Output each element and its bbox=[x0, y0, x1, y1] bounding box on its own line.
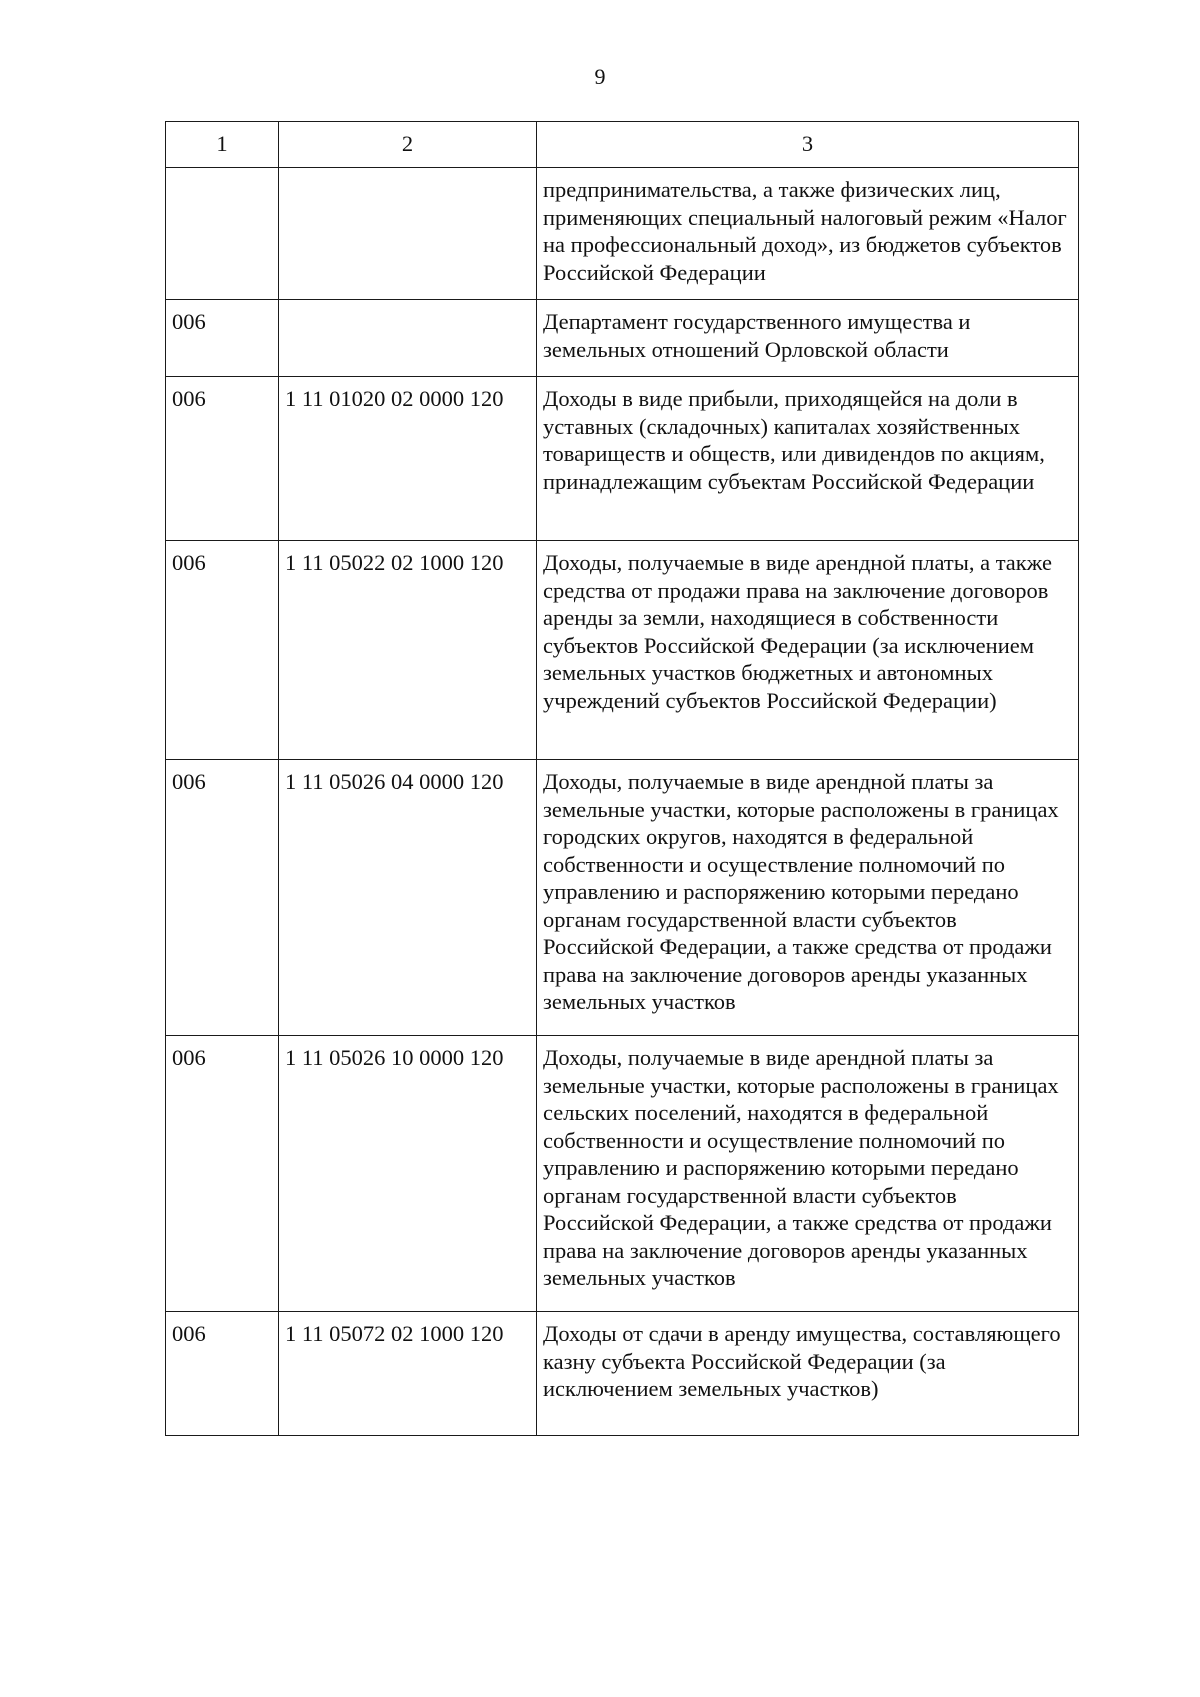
description-cell: Доходы, получаемые в виде арендной платы за земельные участки, которые расположены в границах сельских поселений, находятся в федеральной собственности и осуществление полномочий по управлению и распоряжению которыми передано органам государственной власти субъектов Российской Федерации, а также средства от продажи права на заключение договоров аренды указанных земельных участков bbox=[537, 1036, 1079, 1312]
admin-code-cell: 006 bbox=[166, 760, 279, 1036]
description-cell: Доходы, получаемые в виде арендной платы, а также средства от продажи права на заключение договоров аренды за земли, находящиеся в собственности субъектов Российской Федерации (за исключением земельных участков бюджетных и автономных учреждений субъектов Российской Федерации) bbox=[537, 541, 1079, 760]
revenue-code-cell: 1 11 01020 02 0000 120 bbox=[279, 377, 537, 541]
admin-code-cell: 006 bbox=[166, 300, 279, 377]
revenue-code-cell: 1 11 05022 02 1000 120 bbox=[279, 541, 537, 760]
revenue-codes-table bbox=[165, 121, 1079, 1436]
page-number: 9 bbox=[594, 64, 606, 89]
description-cell: Доходы в виде прибыли, приходящейся на доли в уставных (складочных) капиталах хозяйственных товариществ и обществ, или дивидендов по акциям, принадлежащим субъектам Российской Федерации bbox=[537, 377, 1079, 541]
table-row bbox=[166, 377, 1079, 541]
table-row bbox=[166, 1036, 1079, 1312]
table-header-row bbox=[166, 122, 1079, 168]
revenue-code-cell: 1 11 05026 10 0000 120 bbox=[279, 1036, 537, 1312]
description-cell: Доходы, получаемые в виде арендной платы за земельные участки, которые расположены в границах городских округов, находятся в федеральной собственности и осуществление полномочий по управлению и распоряжению которыми передано органам государственной власти субъектов Российской Федерации, а также средства от продажи права на заключение договоров аренды указанных земельных участков bbox=[537, 760, 1079, 1036]
header-col-1: 1 bbox=[166, 122, 279, 168]
admin-code-cell: 006 bbox=[166, 377, 279, 541]
table-row bbox=[166, 760, 1079, 1036]
revenue-code-cell: 1 11 05026 04 0000 120 bbox=[279, 760, 537, 1036]
header-col-2: 2 bbox=[279, 122, 537, 168]
description-cell: Департамент государственного имущества и земельных отношений Орловской области bbox=[537, 300, 1079, 377]
admin-code-cell: 006 bbox=[166, 541, 279, 760]
admin-code-cell bbox=[166, 168, 279, 300]
header-col-3: 3 bbox=[537, 122, 1079, 168]
table-row bbox=[166, 541, 1079, 760]
revenue-code-cell: 1 11 05072 02 1000 120 bbox=[279, 1312, 537, 1436]
table-row bbox=[166, 168, 1079, 300]
table-row bbox=[166, 1312, 1079, 1436]
admin-code-cell: 006 bbox=[166, 1312, 279, 1436]
admin-code-cell: 006 bbox=[166, 1036, 279, 1312]
table-row bbox=[166, 300, 1079, 377]
description-cell: Доходы от сдачи в аренду имущества, составляющего казну субъекта Российской Федерации (за исключением земельных участков) bbox=[537, 1312, 1079, 1436]
description-cell: предпринимательства, а также физических лиц, применяющих специальный налоговый режим «Налог на профессиональный доход», из бюджетов субъектов Российской Федерации bbox=[537, 168, 1079, 300]
revenue-code-cell bbox=[279, 168, 537, 300]
revenue-code-cell bbox=[279, 300, 537, 377]
